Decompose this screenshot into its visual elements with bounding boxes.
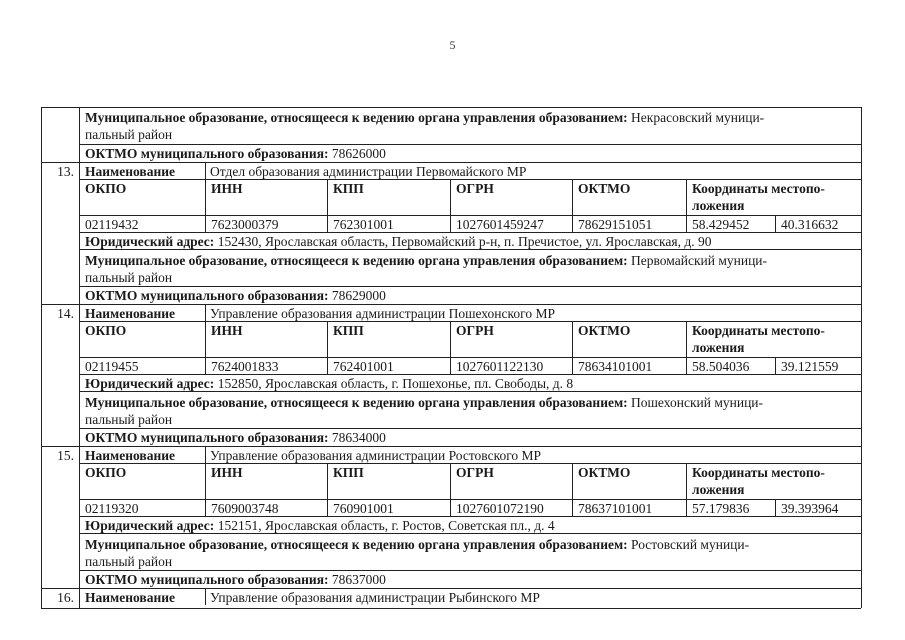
header-inn: ИНН xyxy=(211,465,243,480)
header-inn: ИНН xyxy=(211,181,243,196)
header-coords-continued: ложения xyxy=(692,198,745,213)
value-okpo: 02119432 xyxy=(85,217,139,232)
value-okpo: 02119320 xyxy=(85,501,139,516)
oktmo-value: 78626000 xyxy=(331,146,386,161)
oktmo-label: ОКТМО муниципального образования: xyxy=(85,430,329,445)
header-kpp: КПП xyxy=(333,181,364,196)
header-oktmo: ОКТМО xyxy=(578,465,631,480)
value-inn: 7609003748 xyxy=(211,501,279,516)
header-coords: Координаты местопо- xyxy=(692,181,825,196)
entry-number: 13. xyxy=(57,164,74,179)
name-label: Наименование xyxy=(85,448,175,463)
value-okpo: 02119455 xyxy=(85,359,139,374)
column-divider xyxy=(205,321,206,374)
address-line xyxy=(85,517,555,534)
oktmo-mo-line xyxy=(85,571,386,588)
mo-line xyxy=(85,252,767,269)
address-line xyxy=(85,375,573,392)
value-longitude: 40.316632 xyxy=(781,217,839,232)
mo-value: Ростовский муници- xyxy=(631,537,750,552)
header-ogrn: ОГРН xyxy=(456,323,494,338)
address-line xyxy=(85,233,712,250)
header-oktmo: ОКТМО xyxy=(578,323,631,338)
mo-value: Некрасовский муници- xyxy=(631,110,765,125)
column-divider xyxy=(450,179,451,232)
value-latitude: 57.179836 xyxy=(692,501,750,516)
name-divider xyxy=(205,588,206,605)
mo-value-continued: пальный район xyxy=(85,554,173,569)
mo-label: Муниципальное образование, относящееся к ведению органа управления образованием: xyxy=(85,395,628,410)
page-number: 5 xyxy=(449,38,456,52)
address-label: Юридический адрес: xyxy=(85,518,215,533)
value-ogrn: 1027601122130 xyxy=(456,359,544,374)
column-divider xyxy=(775,215,776,232)
column-divider xyxy=(686,463,687,516)
value-inn: 7624001833 xyxy=(211,359,279,374)
column-divider xyxy=(205,463,206,516)
table-left-border xyxy=(41,107,42,608)
column-divider xyxy=(572,179,573,232)
value-latitude: 58.504036 xyxy=(692,359,750,374)
oktmo-mo-line xyxy=(85,145,386,162)
value-longitude: 39.393964 xyxy=(781,501,839,516)
header-oktmo: ОКТМО xyxy=(578,181,631,196)
mo-value-continued: пальный район xyxy=(85,270,173,285)
table-bottom-border xyxy=(41,608,861,609)
column-divider xyxy=(205,179,206,232)
name-label: Наименование xyxy=(85,306,175,321)
header-ogrn: ОГРН xyxy=(456,181,494,196)
value-ogrn: 1027601072190 xyxy=(456,501,544,516)
header-kpp: КПП xyxy=(333,323,364,338)
header-okpo: ОКПО xyxy=(85,181,127,196)
column-divider xyxy=(775,499,776,516)
address-value: 152850, Ярославская область, г. Пошехонье, пл. Свободы, д. 8 xyxy=(217,376,574,391)
mo-value: Первомайский муници- xyxy=(631,253,768,268)
column-divider xyxy=(572,463,573,516)
column-divider xyxy=(450,321,451,374)
entry-number: 16. xyxy=(57,590,74,605)
column-divider xyxy=(327,179,328,232)
value-oktmo: 78637101001 xyxy=(578,501,653,516)
column-divider xyxy=(686,179,687,232)
mo-line xyxy=(85,109,764,126)
header-inn: ИНН xyxy=(211,323,243,338)
mo-label: Муниципальное образование, относящееся к ведению органа управления образованием: xyxy=(85,110,628,125)
header-kpp: КПП xyxy=(333,465,364,480)
name-label: Наименование xyxy=(85,590,175,605)
table-rule xyxy=(79,533,861,534)
mo-label: Муниципальное образование, относящееся к ведению органа управления образованием: xyxy=(85,537,628,552)
entry-number: 14. xyxy=(57,306,74,321)
oktmo-mo-line xyxy=(85,287,386,304)
mo-value-continued: пальный район xyxy=(85,412,173,427)
oktmo-label: ОКТМО муниципального образования: xyxy=(85,288,329,303)
oktmo-label: ОКТМО муниципального образования: xyxy=(85,146,329,161)
oktmo-value: 78629000 xyxy=(331,288,386,303)
entry-name: Управление образования администрации Рыбинского МР xyxy=(210,590,540,605)
mo-line xyxy=(85,394,763,411)
name-label: Наименование xyxy=(85,164,175,179)
value-ogrn: 1027601459247 xyxy=(456,217,544,232)
table-rule xyxy=(79,391,861,392)
oktmo-mo-line xyxy=(85,429,386,446)
column-divider xyxy=(327,321,328,374)
table-right-border xyxy=(861,107,862,608)
value-latitude: 58.429452 xyxy=(692,217,750,232)
value-kpp: 760901001 xyxy=(333,501,394,516)
entry-name: Отдел образования администрации Первомайского МР xyxy=(210,164,527,179)
name-divider xyxy=(205,304,206,321)
value-kpp: 762401001 xyxy=(333,359,394,374)
oktmo-value: 78634000 xyxy=(331,430,386,445)
value-longitude: 39.121559 xyxy=(781,359,839,374)
address-label: Юридический адрес: xyxy=(85,234,215,249)
value-oktmo: 78634101001 xyxy=(578,359,653,374)
value-inn: 7623000379 xyxy=(211,217,279,232)
header-okpo: ОКПО xyxy=(85,465,127,480)
address-label: Юридический адрес: xyxy=(85,376,215,391)
column-divider xyxy=(775,357,776,374)
address-value: 152151, Ярославская область, г. Ростов, Советская пл., д. 4 xyxy=(217,518,555,533)
mo-value-continued: пальный район xyxy=(85,127,173,142)
value-oktmo: 78629151051 xyxy=(578,217,653,232)
column-divider xyxy=(572,321,573,374)
mo-line xyxy=(85,536,749,553)
header-coords: Координаты местопо- xyxy=(692,465,825,480)
entry-number: 15. xyxy=(57,448,74,463)
name-divider xyxy=(205,162,206,179)
column-divider xyxy=(686,321,687,374)
entry-name: Управление образования администрации Ростовского МР xyxy=(210,448,542,463)
mo-value: Пошехонский муници- xyxy=(631,395,764,410)
entry-name: Управление образования администрации Пошехонского МР xyxy=(210,306,555,321)
mo-label: Муниципальное образование, относящееся к ведению органа управления образованием: xyxy=(85,253,628,268)
oktmo-value: 78637000 xyxy=(331,572,386,587)
oktmo-label: ОКТМО муниципального образования: xyxy=(85,572,329,587)
header-ogrn: ОГРН xyxy=(456,465,494,480)
address-value: 152430, Ярославская область, Первомайский р-н, п. Пречистое, ул. Ярославская, д. 90 xyxy=(217,234,712,249)
table-rule xyxy=(79,249,861,250)
column-divider xyxy=(450,463,451,516)
table-top-border xyxy=(41,107,861,108)
header-okpo: ОКПО xyxy=(85,323,127,338)
header-coords: Координаты местопо- xyxy=(692,323,825,338)
column-divider xyxy=(327,463,328,516)
header-coords-continued: ложения xyxy=(692,482,745,497)
name-divider xyxy=(205,446,206,463)
header-coords-continued: ложения xyxy=(692,340,745,355)
value-kpp: 762301001 xyxy=(333,217,394,232)
